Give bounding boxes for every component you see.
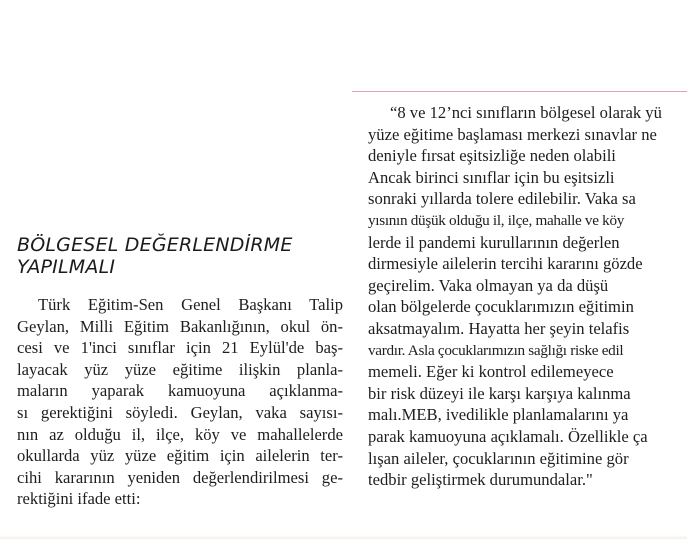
heading-line: YAPILMALI xyxy=(17,256,116,278)
quote-line: malı.MEB, ivedilikle planlamalarını ya xyxy=(368,405,629,425)
quote-line: sonraki yıllarda tolere edilebilir. Vaka sa xyxy=(368,189,636,209)
body-line: nın az olduğu il, ilçe, köy ve mahallelerde xyxy=(17,424,343,444)
heading-line: BÖLGESEL DEĞERLENDİRME xyxy=(17,234,293,256)
body-line: maların yaparak kamuoyuna açıklanma- xyxy=(17,381,343,401)
quote-line: memeli. Eğer ki kontrol edilemeyece xyxy=(368,362,614,382)
quote-line: yısının düşük olduğu il, ilçe, mahalle ve köy xyxy=(368,211,625,229)
quote-line: Ancak birinci sınıflar için bu eşitsizli xyxy=(368,167,615,187)
body-line: layacak yüz yüze eğitime ilişkin planla- xyxy=(17,359,343,379)
quote-line: dirmesiyle ailelerin tercihi kararını gözde xyxy=(368,254,643,274)
quote-line: deniyle fırsat eşitsizliğe neden olabili xyxy=(368,146,616,166)
left-column-body xyxy=(17,294,343,510)
page-bottom-edge xyxy=(0,535,687,539)
right-column-quote xyxy=(368,102,687,491)
quote-line: tedbir geliştirmek durumundalar." xyxy=(368,470,593,490)
quote-line: olan bölgelerde çocuklarımızın eğitimin xyxy=(368,297,634,317)
body-line: Geylan, Milli Eğitim Bakanlığının, okul ön- xyxy=(17,316,343,336)
body-line: cesi ve 1'inci sınıflar için 21 Eylül'de baş- xyxy=(17,338,343,358)
body-line: cihi kararının yeniden değerlendirilmesi ge- xyxy=(17,467,343,487)
quote-line: yüze eğitime başlaması merkezi sınavlar ne xyxy=(368,124,657,144)
quote-line: “8 ve 12’nci sınıfların bölgesel olarak yü xyxy=(390,103,662,122)
section-heading xyxy=(17,234,347,278)
quote-line: bir risk düzeyi ile karşı karşıya kalınma xyxy=(368,383,631,403)
quote-line: aksatmayalım. Hayatta her şeyin telafis xyxy=(368,318,630,338)
body-line: Türk Eğitim-Sen Genel Başkanı Talip xyxy=(38,295,343,314)
column-divider-rule xyxy=(352,91,687,92)
quote-line: lerde il pandemi kurullarının değerlen xyxy=(368,232,620,252)
quote-line: vardır. Asla çocuklarımızın sağlığı riske edil xyxy=(368,341,624,359)
quote-line: geçirelim. Vaka olmayan ya da düşü xyxy=(368,275,609,295)
quote-line: lışan aileler, çocuklarının eğitimine gör xyxy=(368,448,629,468)
body-line: sı gerektiğini söyledi. Geylan, vaka sayısı- xyxy=(17,402,343,422)
body-line: okullarda yüz yüze eğitim için ailelerin ter- xyxy=(17,446,343,466)
body-line: rektiğini ifade etti: xyxy=(17,489,141,509)
quote-line: parak kamuoyuna açıklamalı. Özellikle ça xyxy=(368,426,648,446)
